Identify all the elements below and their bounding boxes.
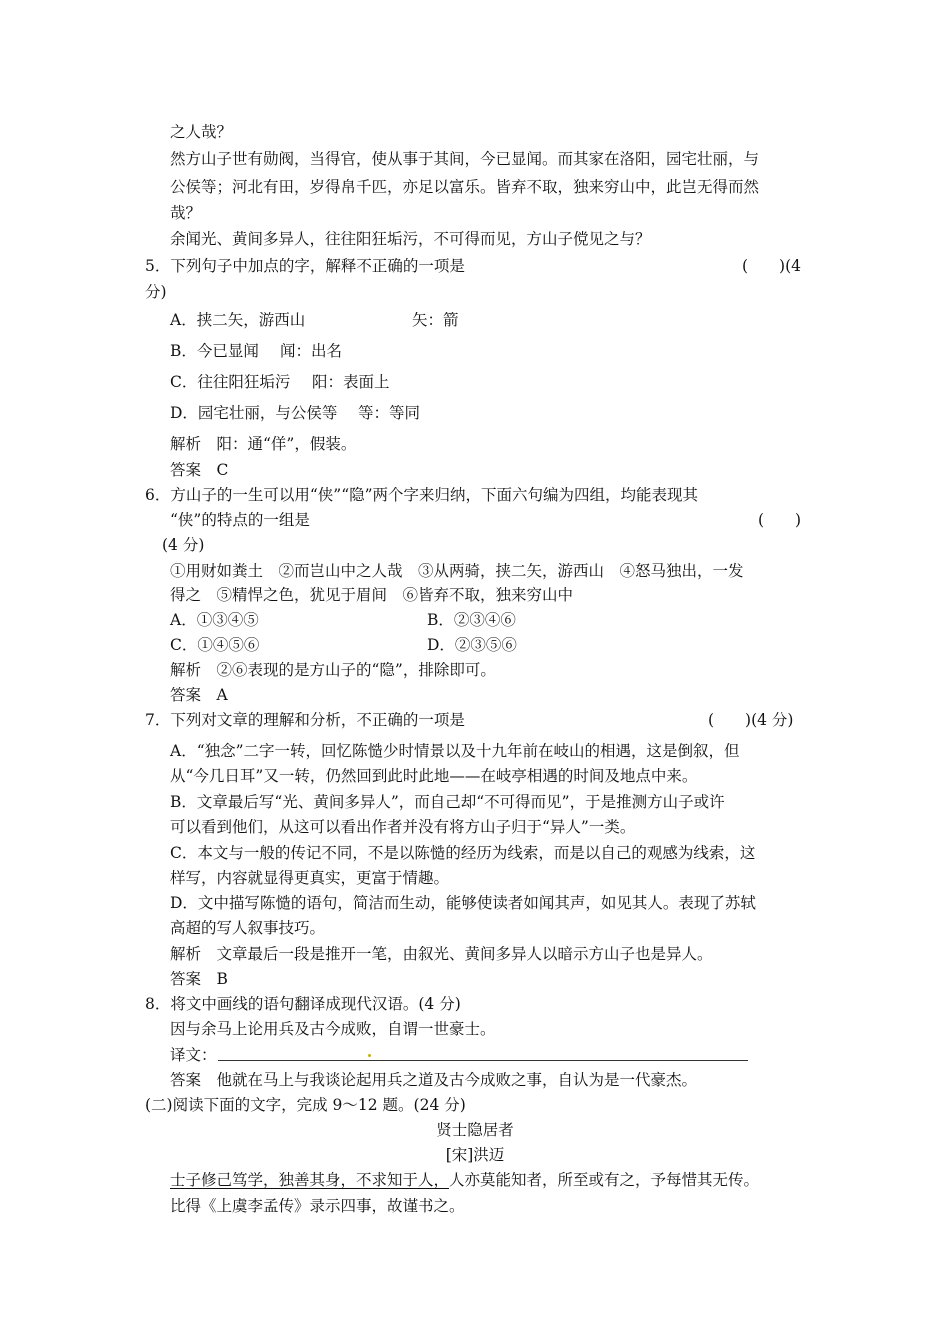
q8-translation-blank[interactable]: [218, 1060, 748, 1061]
q7-option-d-line1: D．文中描写陈慥的语句，简洁而生动，能够使读者如闻其声，如见其人。表现了苏轼: [170, 894, 756, 912]
q8-stem: 8．将文中画线的语句翻译成现代汉语。(4 分): [145, 995, 461, 1013]
q5-option-c-gloss: 阳：表面上: [312, 373, 390, 391]
q6-option-b: B．②③④⑥: [427, 611, 516, 629]
q8-sentence: 因与余马上论用兵及古今成败，自谓一世豪士。: [170, 1020, 496, 1038]
q7-option-a-line2: 从“今几日耳”又一转，仍然回到此时此地——在岐亭相遇的时间及地点中来。: [170, 767, 698, 785]
q5-option-b-gloss: 闻：出名: [280, 342, 343, 360]
q7-option-c-line2: 样写，内容就显得更真实，更富于情趣。: [170, 869, 450, 887]
q7-option-b-line2: 可以看到他们，从这可以看出作者并没有将方山子归于“异人”一类。: [170, 818, 636, 836]
q6-option-d: D．②③⑤⑥: [427, 636, 517, 654]
q5-stem: 5．下列句子中加点的字，解释不正确的一项是: [145, 257, 465, 275]
section2-paragraph-1: [170, 1170, 759, 1190]
q5-score: 分): [145, 283, 167, 301]
paragraph-1-rest: 人亦莫能知者，所至或有之，予每惜其无传。: [449, 1171, 760, 1189]
q5-option-a: A．挟二矢，游西山: [170, 311, 306, 329]
q6-score: (4 分): [162, 536, 205, 554]
passage-line-2: 然方山子世有勋阀，当得官，使从事于其间，今已显闻。而其家在洛阳，园宅壮丽，与: [170, 150, 760, 168]
stray-mark: [368, 1054, 371, 1057]
q6-stem-line2: “侠”的特点的一组是: [170, 511, 310, 529]
q5-option-c: C．往往阳狂垢污: [170, 373, 291, 391]
q7-stem: 7．下列对文章的理解和分析，不正确的一项是: [145, 711, 465, 729]
section2-author: [宋]洪迈: [445, 1146, 505, 1164]
q7-answer-paren: ( )(4 分): [708, 711, 794, 729]
q6-analysis: 解析 ②⑥表现的是方山子的“隐”，排除即可。: [170, 661, 496, 679]
q6-items-line2: 得之 ⑤精悍之色，犹见于眉间 ⑥皆弃不取，独来穷山中: [170, 586, 574, 604]
q6-items-line1: ①用财如粪土 ②而岂山中之人哉 ③从两骑，挟二矢，游西山 ④怒马独出，一发: [170, 562, 744, 580]
passage-line-4: 哉？: [170, 204, 202, 222]
q7-option-a-line1: A．“独念”二字一转，回忆陈慥少时情景以及十九年前在岐山的相遇，这是倒叙，但: [170, 742, 740, 760]
q8-translation-label: 译文：: [170, 1046, 217, 1064]
q7-option-b-line1: B．文章最后写“光、黄间多异人”，而自己却“不可得而见”，于是推测方山子或许: [170, 793, 725, 811]
passage-line-3: 公侯等；河北有田，岁得帛千匹，亦足以富乐。皆弃不取，独来穷山中，此岂无得而然: [170, 178, 760, 196]
q5-analysis: 解析 阳：通“佯”，假装。: [170, 435, 357, 453]
q5-option-b: B．今已显闻: [170, 342, 259, 360]
passage-line-5: 余闻光、黄间多异人，往往阳狂垢污，不可得而见，方山子傥见之与？: [170, 230, 651, 248]
q5-answer-paren: ( )(4: [742, 257, 802, 275]
q7-answer: 答案 B: [170, 970, 228, 988]
q6-option-c: C．①④⑤⑥: [170, 636, 260, 654]
q6-option-a: A．①③④⑤: [170, 611, 259, 629]
q5-option-d-gloss: 等：等同: [358, 404, 421, 422]
underlined-sentence: 士子修己笃学，独善其身，不求知于人，: [170, 1171, 450, 1189]
q6-answer: 答案 A: [170, 686, 228, 704]
q7-option-c-line1: C．本文与一般的传记不同，不是以陈慥的经历为线索，而是以自己的观感为线索，这: [170, 844, 756, 862]
q7-analysis: 解析 文章最后一段是推开一笔，由叙光、黄间多异人以暗示方山子也是异人。: [170, 945, 713, 963]
q5-answer: 答案 C: [170, 461, 229, 479]
section2-title: 贤士隐居者: [436, 1121, 514, 1139]
q6-stem: 6．方山子的一生可以用“侠”“隐”两个字来归纳，下面六句编为四组，均能表现其: [145, 486, 699, 504]
section2-heading: (二)阅读下面的文字，完成 9～12 题。(24 分): [145, 1096, 466, 1114]
q5-option-d: D．园宅壮丽，与公侯等: [170, 404, 338, 422]
q8-answer: 答案 他就在马上与我谈论起用兵之道及古今成败之事，自认为是一代豪杰。: [170, 1071, 698, 1089]
section2-paragraph-2: 比得《上虞李孟传》录示四事，故谨书之。: [170, 1197, 465, 1215]
q5-option-a-gloss: 矢：箭: [412, 311, 459, 329]
passage-line-1: 之人哉？: [170, 123, 233, 141]
q7-option-d-line2: 高超的写人叙事技巧。: [170, 919, 326, 937]
q6-answer-paren: ( ): [758, 511, 802, 529]
